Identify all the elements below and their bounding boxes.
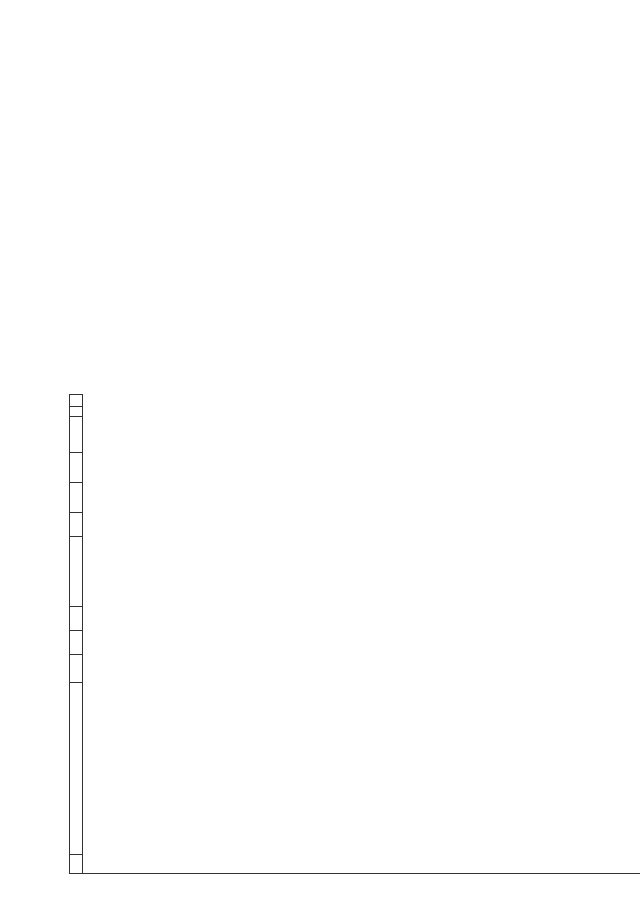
header-cell: [69, 406, 82, 416]
header-cell: [69, 630, 82, 654]
header-cell: [69, 416, 82, 452]
header-cell: [69, 482, 82, 512]
header-cell: [69, 654, 82, 682]
table-frame: [69, 394, 640, 874]
header-cell: [69, 452, 82, 482]
header-cell: [69, 536, 82, 606]
header-row: [69, 394, 83, 874]
header-cell: [69, 682, 82, 854]
header-cell: [69, 394, 82, 406]
header-cell: [69, 512, 82, 536]
rotated-table: [69, 394, 640, 874]
header-cell: [69, 606, 82, 630]
header-cell: [69, 854, 82, 874]
